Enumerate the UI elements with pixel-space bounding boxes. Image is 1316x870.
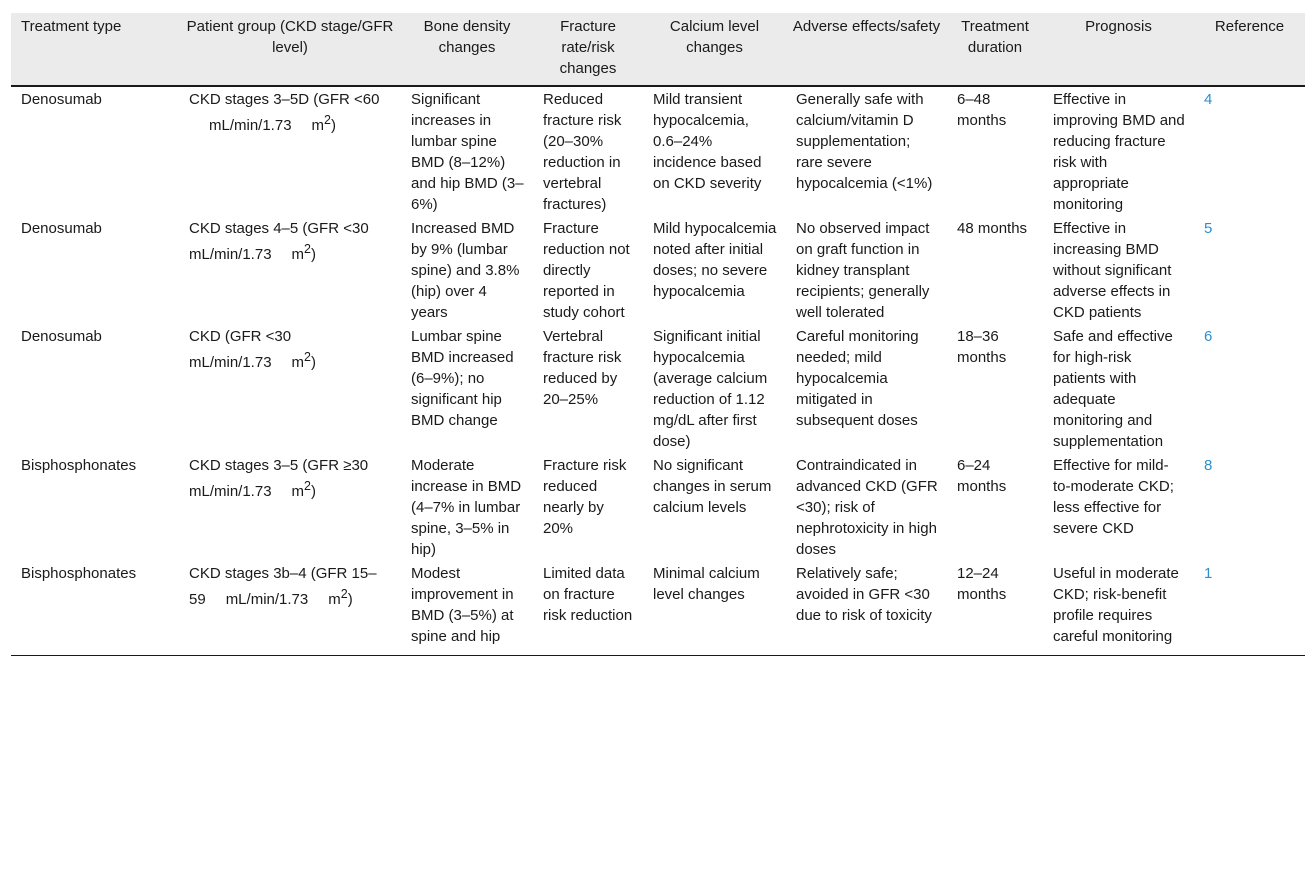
reference-link[interactable]: 1 (1204, 565, 1213, 582)
cell-fracture: Reduced fracture risk (20–30% reduction in vertebral fractures) (543, 91, 622, 213)
cell-calcium: Significant initial hypocalcemia (average calcium reduction of 1.12 mg/dL after first dose) (653, 328, 768, 450)
cell-patient-group: CKD (GFR <30mL/min/1.73 $m^2$) (189, 328, 316, 371)
cell-reference (1194, 216, 1305, 324)
table-row (11, 216, 1305, 324)
cell-prognosis: Effective for mild-to-moderate CKD; less effective for severe CKD (1053, 457, 1174, 537)
cell-duration: 6–48 months (957, 91, 1007, 129)
cell-patient-group: CKD stages 3–5 (GFR ≥30mL/min/1.73 $m^2$) (189, 457, 369, 500)
header-patient-group: Patient group (CKD stage/GFR level) (179, 13, 401, 86)
cell-calcium: No significant changes in serum calcium levels (653, 457, 772, 516)
table-header-row (11, 13, 1305, 86)
reference-link[interactable]: 8 (1204, 457, 1213, 474)
cell-duration: 12–24 months (947, 561, 1043, 656)
header-reference: Reference (1194, 13, 1305, 86)
cell-calcium: Mild hypocalcemia noted after initial doses; no severe hypocalcemia (653, 220, 777, 300)
treatment-comparison-table (11, 13, 1305, 656)
header-treatment-type: Treatment type (11, 13, 179, 86)
cell-bone-density: Modest improvement in BMD (3–5%) at spine and hip (401, 561, 533, 656)
cell-prognosis: Effective in increasing BMD without significant adverse effects in CKD patients (1053, 220, 1172, 321)
cell-adverse: Careful monitoring needed; mild hypocalcemia mitigated in subsequent doses (796, 328, 919, 429)
cell-adverse: Contraindicated in advanced CKD (GFR <30); risk of nephrotoxicity in high doses (796, 457, 938, 558)
cell-adverse: Generally safe with calcium/vitamin D supplementation; rare severe hypocalcemia (<1%) (796, 91, 933, 192)
cell-bone-density: Significant increases in lumbar spine BMD (8–12%) and hip BMD (3–6%) (411, 91, 524, 213)
reference-link[interactable]: 5 (1204, 220, 1213, 237)
cell-reference (1194, 324, 1305, 453)
cell-fracture: Fracture reduction not directly reported in study cohort (543, 220, 630, 321)
header-calcium-level: Calcium level changes (643, 13, 786, 86)
cell-treatment: Denosumab (21, 220, 102, 237)
header-prognosis: Prognosis (1043, 13, 1194, 86)
cell-treatment: Bisphosphonates (21, 457, 137, 474)
cell-patient-group: CKD stages 4–5 (GFR <30mL/min/1.73 $m^2$) (189, 220, 369, 263)
cell-fracture: Fracture risk reduced nearly by 20% (543, 457, 627, 537)
cell-fracture: Limited data on fracture risk reduction (533, 561, 643, 656)
cell-treatment: Denosumab (21, 328, 102, 345)
table-container (11, 13, 1305, 656)
cell-bone-density: Increased BMD by 9% (lumbar spine) and 3.8% (hip) over 4 years (411, 220, 520, 321)
table-row (11, 561, 1305, 656)
cell-adverse: Relatively safe; avoided in GFR <30 due to risk of toxicity (786, 561, 947, 656)
header-bone-density: Bone density changes (401, 13, 533, 86)
cell-duration: 18–36 months (957, 328, 1007, 366)
cell-duration: 48 months (957, 220, 1028, 237)
table-row (11, 453, 1305, 561)
cell-prognosis: Safe and effective for high-risk patients with adequate monitoring and supplementation (1053, 328, 1173, 450)
cell-adverse: No observed impact on graft function in kidney transplant recipients; generally well tolerated (796, 220, 930, 321)
table-row (11, 86, 1305, 216)
cell-bone-density: Moderate increase in BMD (4–7% in lumbar spine, 3–5% in hip) (411, 457, 522, 558)
cell-treatment: Bisphosphonates (11, 561, 179, 656)
cell-reference (1194, 86, 1305, 216)
table-row (11, 324, 1305, 453)
cell-reference (1194, 453, 1305, 561)
cell-prognosis: Effective in improving BMD and reducing fracture risk with appropriate monitoring (1053, 91, 1185, 213)
cell-bone-density: Lumbar spine BMD increased (6–9%); no significant hip BMD change (411, 328, 514, 429)
header-adverse-effects: Adverse effects/safety (786, 13, 947, 86)
reference-link[interactable]: 4 (1204, 91, 1213, 108)
header-treatment-duration: Treatment duration (947, 13, 1043, 86)
cell-patient-group: CKD stages 3–5D (GFR <60mL/min/1.73 $m^2$) (189, 91, 380, 134)
cell-calcium: Mild transient hypocalcemia, 0.6–24% incidence based on CKD severity (653, 91, 762, 192)
cell-patient-group: CKD stages 3b–4 (GFR 15–59 mL/min/1.73 $m^2$) (179, 561, 401, 656)
cell-reference (1194, 561, 1305, 656)
header-fracture-rate: Fracture rate/risk changes (533, 13, 643, 86)
cell-treatment: Denosumab (21, 91, 102, 108)
cell-duration: 6–24 months (957, 457, 1007, 495)
cell-calcium: Minimal calcium level changes (643, 561, 786, 656)
cell-prognosis: Useful in moderate CKD; risk-benefit profile requires careful monitoring (1043, 561, 1194, 656)
reference-link[interactable]: 6 (1204, 328, 1213, 345)
cell-fracture: Vertebral fracture risk reduced by 20–25% (543, 328, 622, 408)
